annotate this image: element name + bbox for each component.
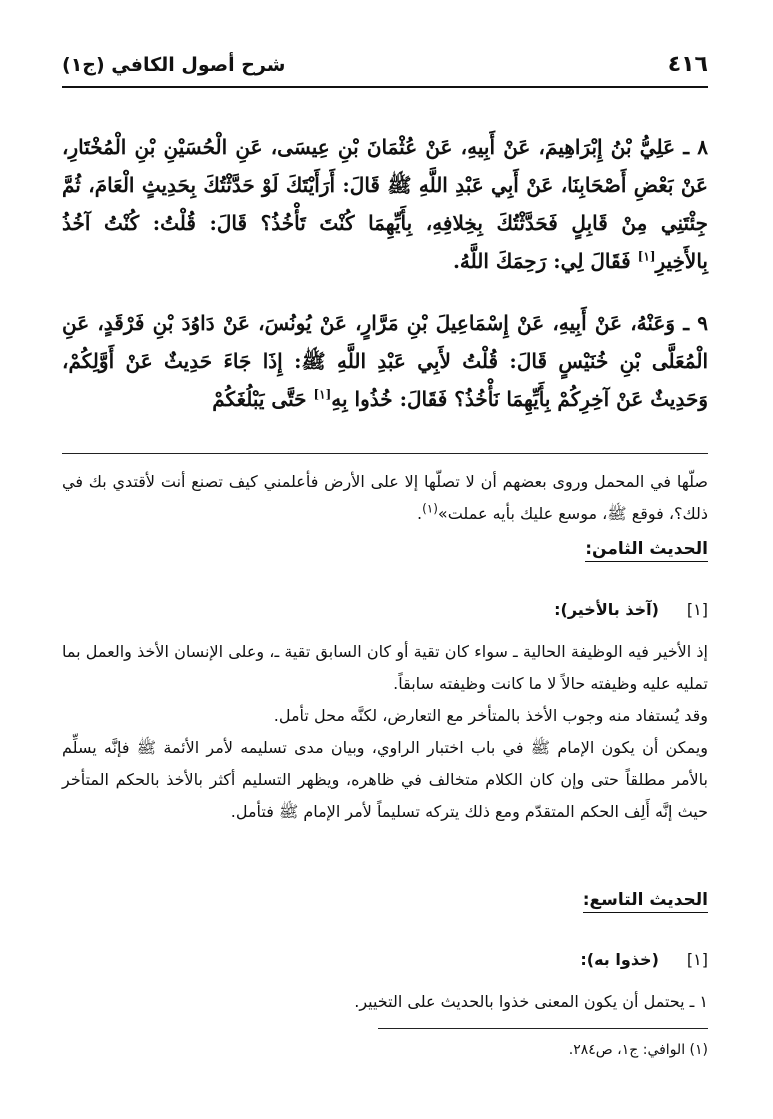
section-9-note-title: (خذوا به): — [580, 950, 659, 969]
section-9-note-label — [580, 950, 708, 969]
footnote-divider — [378, 1028, 708, 1029]
hadith-8-note-marker: [١] — [637, 249, 656, 264]
section-8-heading: الحديث الثامن: — [585, 539, 708, 562]
hadith-9-ending: حَتَّى يَبْلُغَكُمْ — [212, 387, 314, 411]
page-number: ٤١٦ — [667, 52, 708, 77]
section-9-paragraph: ١ ـ يحتمل أن يكون المعنى خذوا بالحديث على التخيير. — [354, 992, 708, 1011]
section-8-commentary — [62, 636, 708, 828]
commentary-continuation-text: صلّها في المحمل وروى بعضهم أن لا تصلّها إلا على الأرض فأعلمني كيف تصنع أنت لأقتدي بك في ذلك؟، فوقع ﷺ، موسع عليك بأيه عملت» — [62, 472, 708, 523]
footnote-reference: (١) — [422, 501, 438, 516]
footnote: (١) الوافي: ج١، ص٢٨٤. — [568, 1042, 708, 1058]
section-8-paragraph: ويمكن أن يكون الإمام ﷺ في باب اختبار الراوي، وبيان مدى تسليمه لأمر الأئمة ﷺ فإنَّه يسلِّم بالأمر مطلقاً حتى وإن كان الكلام متخالف في ظاهره، ويظهر التسليم أكثر بالأخذ بالحكم المتأخر حيث إنَّه أَلِف الحكم المتقدّم ومع ذلك يتركه تسليماً لأمر الإمام ﷺ فتأمل. — [62, 738, 708, 821]
section-8-paragraph: وقد يُستفاد منه وجوب الأخذ بالمتأخر مع التعارض، لكنَّه محل تأمل. — [273, 706, 708, 725]
section-8-note-number: [١] — [686, 600, 708, 619]
section-9-heading: الحديث التاسع: — [583, 890, 708, 913]
section-9-commentary — [62, 986, 708, 1018]
running-title: شرح أصول الكافي (ج١) — [62, 54, 286, 76]
hadith-9-note-marker: [١] — [313, 387, 332, 402]
commentary-continuation-end: . — [416, 504, 423, 523]
commentary-continuation — [62, 466, 708, 530]
hadith-8-body: ٨ ـ عَلِيُّ بْنُ إِبْرَاهِيمَ، عَنْ أَبِيهِ، عَنْ عُثْمَانَ بْنِ عِيسَى، عَنِ الْحُسَيْنِ بْنِ الْمُخْتَارِ، عَنْ بَعْضِ أَصْحَابِنَا، عَنْ أَبِي عَبْدِ اللَّهِ ﷺ قَالَ: أَرَأَيْتَكَ لَوْ حَدَّثْتُكَ بِحَدِيثٍ الْعَامَ، ثُمَّ جِئْتَنِي مِنْ قَابِلٍ فَحَدَّثْتُكَ بِخِلافِهِ، بِأَيِّهِمَا كُنْتَ تَأْخُذُ؟ قَالَ: قُلْتُ: كُنْتُ آخُذُ بِالأَخِيرِ — [62, 135, 708, 273]
section-9-note-number: [١] — [686, 950, 708, 969]
hadith-8-text — [62, 128, 708, 280]
hadith-8-ending: فَقَالَ لِي: رَحِمَكَ اللَّهُ. — [452, 249, 638, 273]
hadith-9-body: ٩ ـ وَعَنْهُ، عَنْ أَبِيهِ، عَنْ إِسْمَاعِيلَ بْنِ مَرَّارٍ، عَنْ يُونُسَ، عَنْ دَاوُدَ بْنِ فَرْقَدٍ، عَنِ الْمُعَلَّى بْنِ خُنَيْسٍ قَالَ: قُلْتُ لأَبِي عَبْدِ اللَّهِ ﷺ: إِذَا جَاءَ حَدِيثٌ عَنْ أَوَّلِكُمْ، وَحَدِيثٌ عَنْ آخِرِكُمْ بِأَيِّهِمَا نَأْخُذُ؟ فَقَالَ: خُذُوا بِهِ — [62, 311, 708, 411]
hadith-9-text — [62, 304, 708, 418]
page-header — [62, 52, 708, 88]
section-8-paragraph: إذ الأخير فيه الوظيفة الحالية ـ سواء كان تقية أو كان السابق تقية ـ، وعلى الإنسان الأخذ والعمل بما تمليه عليه وظيفته حالاً لا ما كانت وظيفته سابقاً. — [62, 642, 708, 693]
section-8-note-label — [554, 600, 708, 619]
section-8-note-title: (آخذ بالأخير): — [554, 600, 659, 619]
text-commentary-divider — [62, 453, 708, 454]
